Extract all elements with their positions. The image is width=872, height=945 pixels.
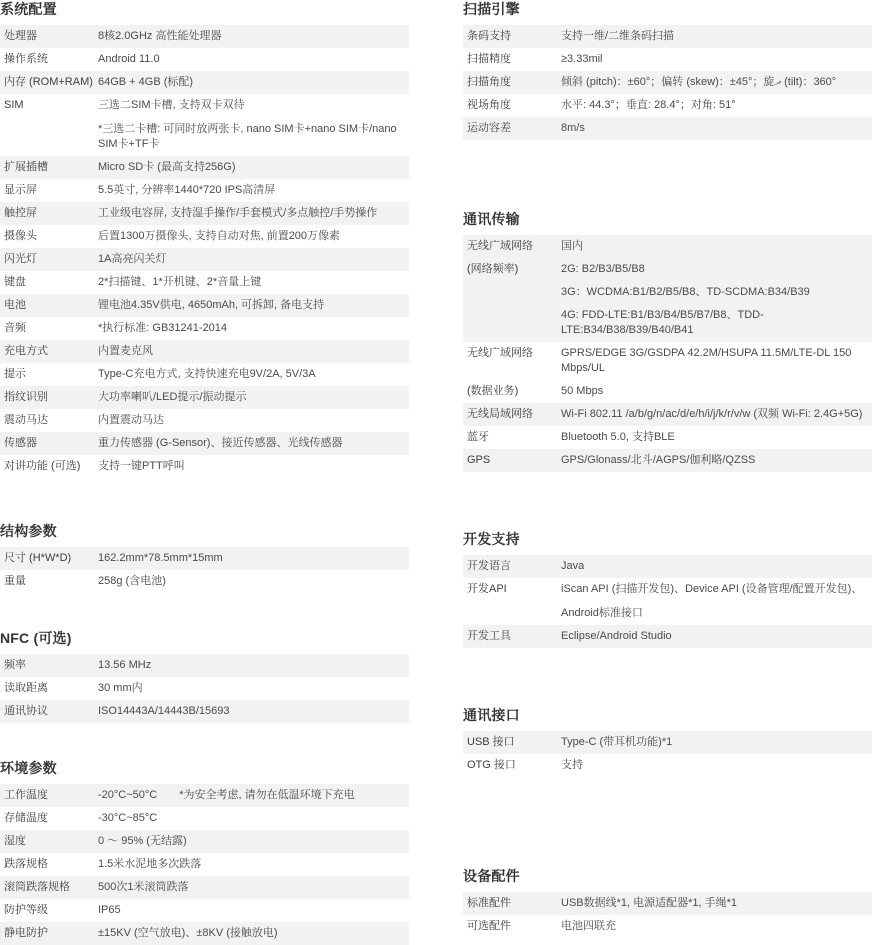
row-value: -20°C~50°C *为安全考虑, 请勿在低温环境下充电: [98, 789, 355, 801]
spec-table-communication: [463, 235, 872, 472]
row-key: 充电方式: [4, 345, 48, 357]
row-key: USB 接口: [467, 736, 515, 748]
row-key: 跌落规格: [4, 858, 48, 870]
table-row: [0, 386, 409, 409]
row-key: 音频: [4, 322, 26, 334]
row-value: 大功率喇叭/LED提示/振动提示: [98, 391, 247, 403]
table-row: [463, 380, 872, 403]
row-value: [88, 94, 409, 156]
table-row: [463, 258, 872, 281]
row-value: 8核2.0GHz 高性能处理器: [98, 30, 222, 42]
row-key: 标准配件: [467, 897, 511, 909]
row-key: 无线广域网络: [467, 347, 533, 359]
table-row: [0, 570, 409, 593]
row-value: 3G：WCDMA:B1/B2/B5/B8、TD-SCDMA:B34/B39: [561, 286, 810, 298]
row-value: Java: [561, 560, 585, 572]
row-key: GPS: [467, 454, 491, 466]
section-title: 环境参数: [0, 760, 57, 776]
row-value: 后置1300万摄像头, 支持自动对焦, 前置200万像素: [98, 230, 341, 242]
row-key: 开发语言: [467, 560, 511, 572]
row-key: (数据业务): [467, 385, 519, 397]
table-row: [0, 363, 409, 386]
spacer: [0, 593, 409, 629]
row-key: 开发API: [467, 583, 507, 595]
section-title: 通讯传输: [463, 211, 520, 227]
section-title: 扫描引擎: [463, 1, 520, 17]
table-row: [0, 156, 409, 179]
row-key: 显示屏: [4, 184, 37, 196]
row-value: 支持: [561, 759, 583, 771]
table-row: [463, 281, 872, 304]
section-accessories: [463, 867, 872, 938]
spec-table-structure: [0, 547, 409, 593]
left-column: [0, 0, 409, 945]
row-value: Android 11.0: [98, 53, 160, 65]
table-row: [463, 48, 872, 71]
spec-table-interfaces: [463, 731, 872, 777]
row-key: 提示: [4, 368, 26, 380]
section-title: 系统配置: [0, 1, 57, 17]
table-row: [463, 94, 872, 117]
row-key: 闪光灯: [4, 253, 37, 265]
row-key: (网络频率): [467, 263, 519, 275]
row-key: 内存 (ROM+RAM): [4, 76, 93, 88]
row-value-note: *三选二卡槽: 可同时放两张卡, nano SIM卡+nano SIM卡/nano SIM卡+TF卡: [98, 123, 397, 150]
section-structure: [0, 522, 409, 593]
row-key: 扫描精度: [467, 53, 511, 65]
row-value: 13.56 MHz: [98, 659, 152, 671]
row-key: 对讲功能 (可选): [4, 460, 81, 472]
row-value: 1A高亮闪关灯: [98, 253, 167, 265]
row-key: 摄像头: [4, 230, 37, 242]
table-row: [463, 304, 872, 342]
row-value: [551, 578, 872, 625]
table-row: [0, 876, 409, 899]
row-key: [463, 304, 551, 342]
table-row: [463, 555, 872, 578]
row-value: ≥3.33mil: [561, 53, 603, 65]
row-key: 静电防护: [4, 927, 48, 939]
spacer: [463, 140, 872, 210]
spacer: [463, 777, 872, 867]
section-communication: [463, 210, 872, 472]
row-value: 水平: 44.3°；垂直: 28.4°；对角: 51°: [561, 99, 736, 111]
row-key: 处理器: [4, 30, 37, 42]
section-title: NFC (可选): [0, 630, 72, 646]
row-key: 扩展插槽: [4, 161, 48, 173]
section-title: 开发支持: [463, 531, 520, 547]
row-value-line: 三选二SIM卡槽, 支持双卡双待: [98, 99, 245, 111]
spacer: [0, 478, 409, 522]
right-column: [463, 0, 872, 938]
table-row: [0, 654, 409, 677]
row-value: 0 ～ 95% (无结露): [98, 835, 187, 847]
section-title: 设备配件: [463, 868, 520, 884]
spacer: [0, 723, 409, 759]
section-system-config: [0, 0, 409, 478]
row-key: 频率: [4, 659, 26, 671]
section-title: 通讯接口: [463, 707, 520, 723]
row-value: ±15KV (空气放电)、±8KV (接触放电): [98, 927, 278, 939]
table-row: [0, 340, 409, 363]
row-value: 支持一键PTT呼叫: [98, 460, 185, 472]
row-key: OTG 接口: [467, 759, 516, 771]
row-value: 8m/s: [561, 122, 585, 134]
table-row: [0, 317, 409, 340]
row-key: [463, 281, 551, 304]
row-value: USB数据线*1, 电源适配器*1, 手绳*1: [561, 897, 738, 909]
table-row: [463, 449, 872, 472]
section-interfaces: [463, 706, 872, 777]
row-key: SIM: [4, 99, 24, 111]
row-value: 30 mm内: [98, 682, 143, 694]
row-value: 64GB + 4GB (标配): [98, 76, 194, 88]
table-row: [463, 731, 872, 754]
row-value: 内置震动马达: [98, 414, 164, 426]
row-key: 防护等级: [4, 904, 48, 916]
row-key: 操作系统: [4, 53, 48, 65]
row-key: 触控屏: [4, 207, 37, 219]
row-key: 键盘: [4, 276, 26, 288]
section-nfc: [0, 629, 409, 723]
row-key: 扫描角度: [467, 76, 511, 88]
table-row: [0, 700, 409, 723]
row-value: Bluetooth 5.0, 支持BLE: [561, 431, 675, 443]
row-key: 可选配件: [467, 920, 511, 932]
spec-table-nfc: [0, 654, 409, 723]
row-key: 通讯协议: [4, 705, 48, 717]
row-value: 4G: FDD-LTE:B1/B3/B4/B5/B7/B8、TDD-LTE:B34/B38/B39/B40/B41: [561, 309, 764, 336]
table-row: [0, 547, 409, 570]
row-value: Wi-Fi 802.11 /a/b/g/n/ac/d/e/h/i/j/k/r/v/w (双频 Wi-Fi: 2.4G+5G): [561, 408, 863, 420]
row-value: GPS/Glonass/北斗/AGPS/伽利略/QZSS: [561, 454, 756, 466]
row-value: 162.2mm*78.5mm*15mm: [98, 552, 223, 564]
row-value: 支持一维/二维条码扫描: [561, 30, 675, 42]
row-value: Type-C充电方式, 支持快速充电9V/2A, 5V/3A: [98, 368, 316, 380]
row-value-line2: Android标准接口: [561, 607, 643, 619]
row-key: 指纹识别: [4, 391, 48, 403]
row-value: ISO14443A/14443B/15693: [98, 705, 230, 717]
row-value: 5.5英寸, 分辨率1440*720 IPS高清屏: [98, 184, 276, 196]
table-row: [463, 578, 872, 625]
table-row: [463, 426, 872, 449]
row-value: IP65: [98, 904, 121, 916]
table-row: [0, 248, 409, 271]
table-row: [463, 754, 872, 777]
table-row: [0, 202, 409, 225]
section-title: 结构参数: [0, 523, 57, 539]
row-key: 视场角度: [467, 99, 511, 111]
row-key: 读取距离: [4, 682, 48, 694]
row-key: 震动马达: [4, 414, 48, 426]
table-row: [0, 455, 409, 478]
table-row: [463, 915, 872, 938]
row-value: 500次1米滚筒跌落: [98, 881, 189, 893]
section-scan-engine: [463, 0, 872, 140]
table-row: [0, 409, 409, 432]
row-value: 1.5米水泥地多次跌落: [98, 858, 202, 870]
spec-table-environment: [0, 784, 409, 945]
table-row: [463, 25, 872, 48]
section-environment: [0, 759, 409, 945]
table-row: [0, 853, 409, 876]
row-value: 2*扫描键、1*开机键、2*音量上键: [98, 276, 262, 288]
table-row: [0, 922, 409, 945]
row-value: 国内: [561, 240, 583, 252]
row-value: 258g (含电池): [98, 575, 166, 587]
table-row: [463, 235, 872, 258]
spec-table-system-config: [0, 25, 409, 478]
row-key: 湿度: [4, 835, 26, 847]
table-row: [0, 677, 409, 700]
row-key: 传感器: [4, 437, 37, 449]
row-key: 存储温度: [4, 812, 48, 824]
row-value: 内置麦克风: [98, 345, 153, 357]
row-value: -30°C~85°C: [98, 812, 158, 824]
section-development: [463, 530, 872, 648]
row-value: 倾斜 (pitch)：±60°；偏转 (skew)：±45°；旋ދ (tilt)：360°: [561, 76, 837, 88]
row-key: 蓝牙: [467, 431, 489, 443]
row-value: 重力传感器 (G-Sensor)、接近传感器、光线传感器: [98, 437, 343, 449]
row-key: 滚筒跌落规格: [4, 881, 70, 893]
row-key: 电池: [4, 299, 26, 311]
table-row: [463, 342, 872, 380]
row-value: 电池四联充: [561, 920, 616, 932]
table-row: [463, 625, 872, 648]
table-row: [0, 784, 409, 807]
table-row: [0, 71, 409, 94]
row-value: 工业级电容屏, 支持湿手操作/手套模式/多点触控/手势操作: [98, 207, 378, 219]
spec-table-accessories: [463, 892, 872, 938]
table-row: [0, 830, 409, 853]
table-row: [463, 117, 872, 140]
row-value: 锂电池4.35V供电, 4650mAh, 可拆卸, 备电支持: [98, 299, 325, 311]
row-value: Eclipse/Android Studio: [561, 630, 672, 642]
row-key: 重量: [4, 575, 26, 587]
spec-table-scan-engine: [463, 25, 872, 140]
table-row: [0, 432, 409, 455]
table-row: [0, 807, 409, 830]
table-row: [0, 25, 409, 48]
row-key: 工作温度: [4, 789, 48, 801]
table-row: [0, 899, 409, 922]
row-value: 2G: B2/B3/B5/B8: [561, 263, 645, 275]
table-row: [0, 271, 409, 294]
table-row: [0, 179, 409, 202]
spacer: [463, 472, 872, 530]
table-row: [463, 403, 872, 426]
row-key: 无线局域网络: [467, 408, 533, 420]
row-key: 开发工具: [467, 630, 511, 642]
table-row: [0, 48, 409, 71]
row-value: *执行标准: GB31241-2014: [98, 322, 228, 334]
row-value: GPRS/EDGE 3G/GSDPA 42.2M/HSUPA 11.5M/LTE-DL 150 Mbps/UL: [561, 347, 852, 374]
table-row: [463, 71, 872, 94]
row-key: 运动容差: [467, 122, 511, 134]
row-value: Micro SD卡 (最高支持256G): [98, 161, 236, 173]
row-key: 尺寸 (H*W*D): [4, 552, 72, 564]
spec-table-development: [463, 555, 872, 648]
row-value: Type-C (带耳机功能)*1: [561, 736, 673, 748]
table-row: [0, 94, 409, 156]
row-value: 50 Mbps: [561, 385, 604, 397]
row-value-line: iScan API (扫描开发包)、Device API (设备管理/配置开发包)、: [561, 583, 863, 595]
table-row: [463, 892, 872, 915]
row-key: 条码支持: [467, 30, 511, 42]
spacer: [463, 648, 872, 706]
row-key: 无线广域网络: [467, 240, 533, 252]
table-row: [0, 294, 409, 317]
table-row: [0, 225, 409, 248]
